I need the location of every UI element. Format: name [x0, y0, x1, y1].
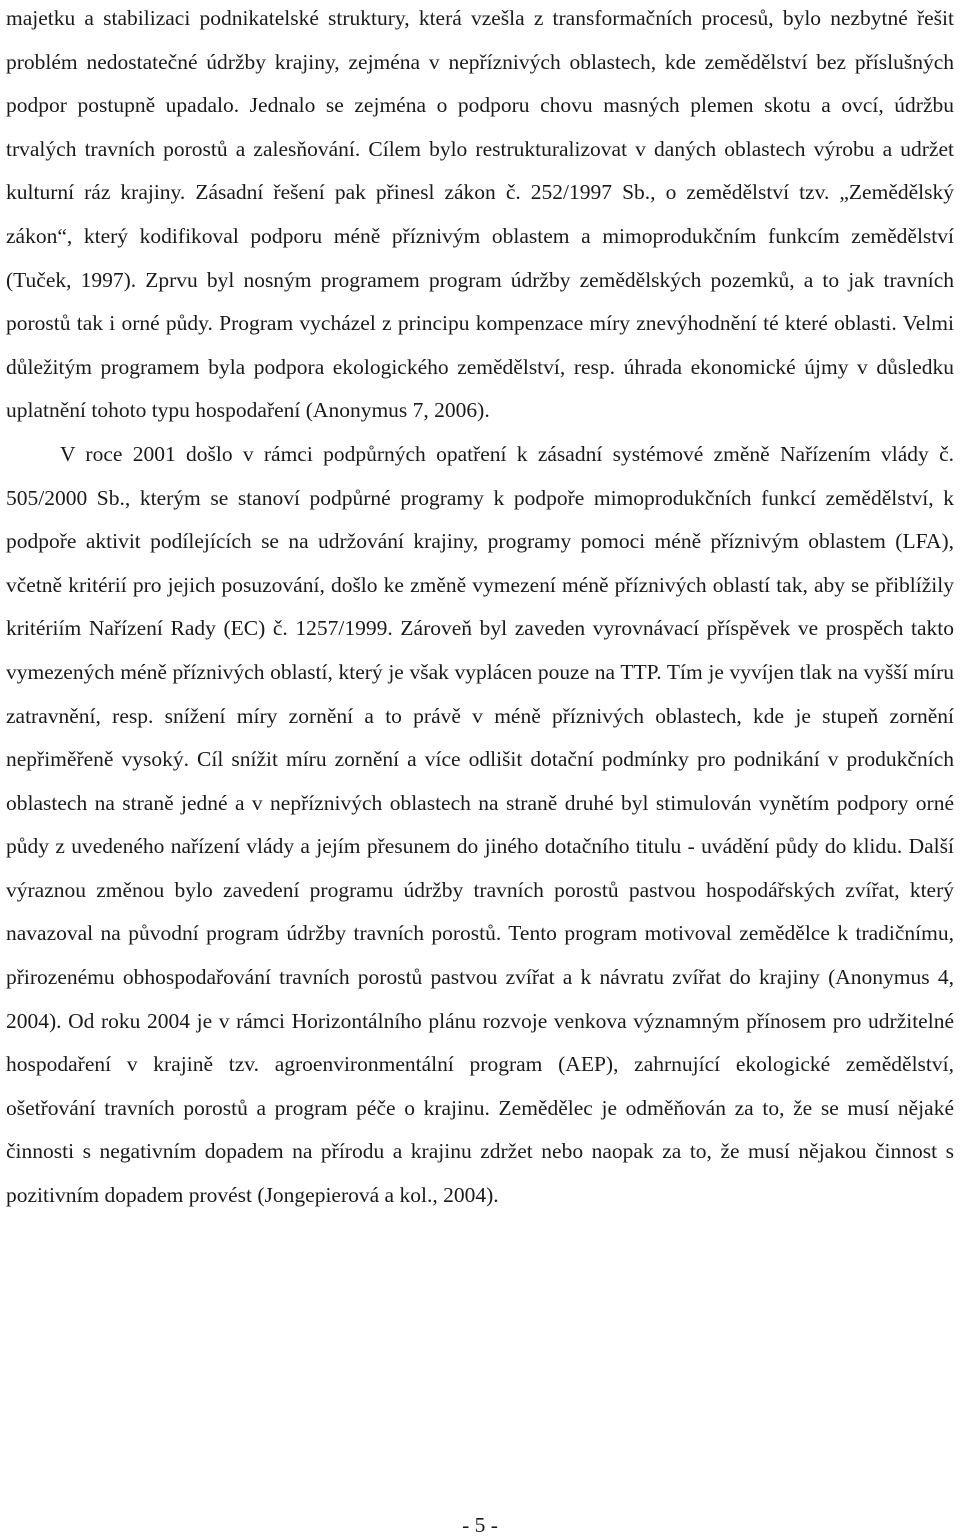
page-number: - 5 - — [462, 1513, 498, 1537]
document-page — [6, 0, 954, 1218]
paragraph-1: majetku a stabilizaci podnikatelské struktury, která vzešla z transformačních procesů, bylo nezbytné řešit problém nedostatečné údržby krajiny, zejména v nepříznivých oblastech, kde zemědělství bez příslušných podpor postupně upadalo. Jednalo se zejména o podporu chovu masných plemen skotu a ovcí, údržbu trvalých travních porostů a zalesňování. Cílem bylo restrukturalizovat v daných oblastech výrobu a udržet kulturní ráz krajiny. Zásadní řešení pak přinesl zákon č. 252/1997 Sb., o zemědělství tzv. „Zemědělský zákon“, který kodifikoval podporu méně příznivým oblastem a mimoprodukčním funkcím zemědělství (Tuček, 1997). Zprvu byl nosným programem program údržby zemědělských pozemků, a to jak travních porostů tak i orné půdy. Program vycházel z principu kompenzace míry znevýhodnění té které oblasti. Velmi důležitým programem byla podpora ekologického zemědělství, resp. úhrada ekonomické újmy v důsledku uplatnění tohoto typu hospodaření (Anonymus 7, 2006). — [6, 6, 954, 423]
paragraph-2: V roce 2001 došlo v rámci podpůrných opatření k zásadní systémové změně Nařízením vlády č. 505/2000 Sb., kterým se stanoví podpůrné programy k podpoře mimoprodukčních funkcí zemědělství, k podpoře aktivit podílejících se na udržování krajiny, programy pomoci méně příznivým oblastem (LFA), včetně kritérií pro jejich posuzování, došlo ke změně vymezení méně příznivých oblastí tak, aby se přiblížily kritériím Nařízení Rady (EC) č. 1257/1999. Zároveň byl zaveden vyrovnávací příspěvek ve prospěch takto vymezených méně příznivých oblastí, který je však vyplácen pouze na TTP. Tím je vyvíjen tlak na vyšší míru zatravnění, resp. snížení míry zornění a to právě v méně příznivých oblastech, kde je stupeň zornění nepřiměřeně vysoký. Cíl snížit míru zornění a více odlišit dotační podmínky pro podnikání v produkčních oblastech na straně jedné a v nepříznivých oblastech na straně druhé byl stimulován vynětím podpory orné půdy z uvedeného nařízení vlády a jejím přesunem do jiného dotačního titulu - uvádění půdy do klidu. Další výraznou změnou bylo zavedení programu údržby travních porostů pastvou hospodářských zvířat, který navazoval na původní program údržby travních porostů. Tento program motivoval zemědělce k tradičnímu, přirozenému obhospodařování travních porostů pastvou zvířat a k návratu zvířat do krajiny (Anonymus 4, 2004). Od roku 2004 je v rámci Horizontálního plánu rozvoje venkova významným přínosem pro udržitelné hospodaření v krajině tzv. agroenvironmentální program (AEP), zahrnující ekologické zemědělství, ošetřování travních porostů a program péče o krajinu. Zemědělec je odměňován za to, že se musí nějaké činnosti s negativním dopadem na přírodu a krajinu zdržet nebo naopak za to, že musí nějakou činnost s pozitivním dopadem provést (Jongepierová a kol., 2004). — [6, 441, 954, 1208]
